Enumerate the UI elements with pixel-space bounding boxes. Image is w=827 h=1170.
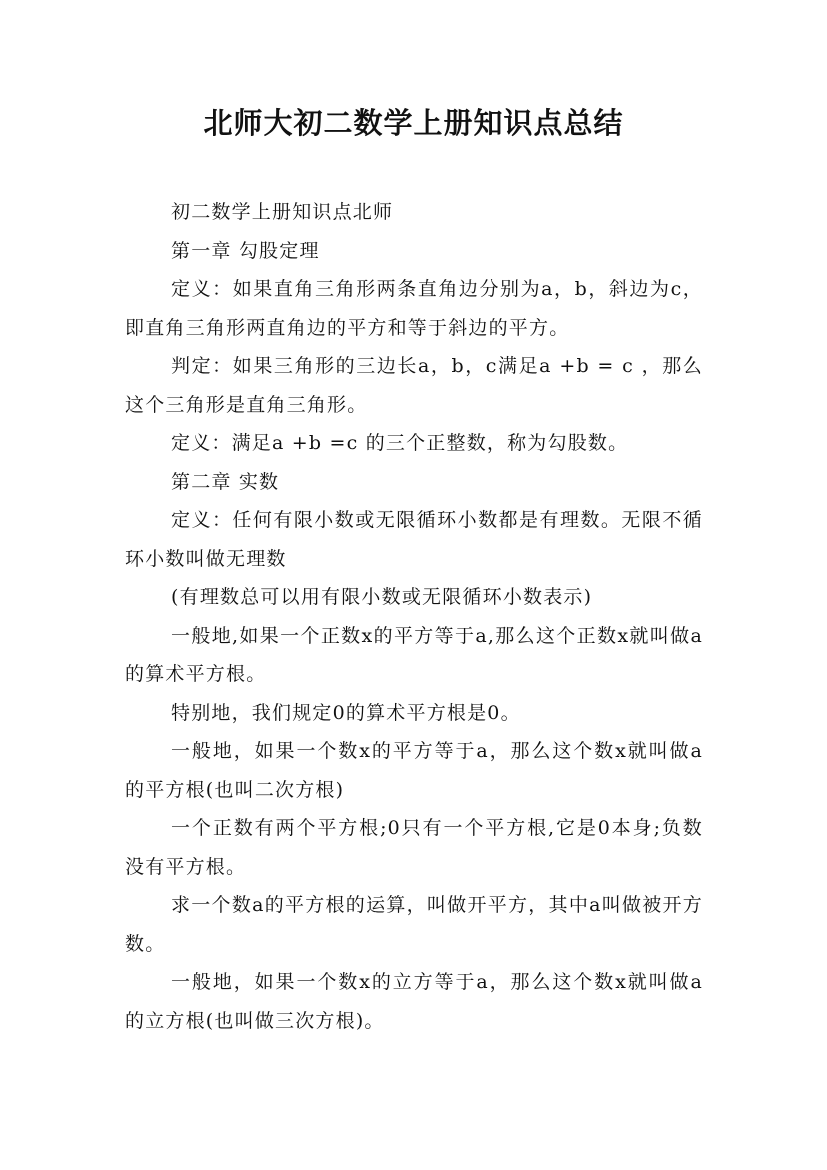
paragraph-arithmetic-square-root: 一般地,如果一个正数x的平方等于a,那么这个正数x就叫做a的算术平方根。 [125, 624, 703, 685]
paragraph-definition-rational-irrational: 定义：任何有限小数或无限循环小数都是有理数。无限不循环小数叫做无理数 [125, 509, 703, 570]
paragraph-square-root-properties: 一个正数有两个平方根;0只有一个平方根,它是0本身;负数没有平方根。 [125, 817, 703, 878]
paragraph-subtitle: 初二数学上册知识点北师 [171, 201, 394, 223]
paragraph-cube-root: 一般地，如果一个数x的立方等于a，那么这个数x就叫做a的立方根(也叫做三次方根)。 [125, 971, 703, 1032]
paragraph-judgement-right-triangle: 判定：如果三角形的三边长a，b，c满足a +b = c ，那么这个三角形是直角三角形。 [125, 355, 703, 416]
paragraph-extracting-square-root: 求一个数a的平方根的运算，叫做开平方，其中a叫做被开方数。 [125, 894, 703, 955]
document-body [125, 193, 703, 1040]
paragraph-definition-pythagorean-triple: 定义：满足a +b =c 的三个正整数，称为勾股数。 [171, 432, 629, 454]
document-title: 北师大初二数学上册知识点总结 [203, 106, 624, 140]
paragraph-zero-square-root: 特别地，我们规定0的算术平方根是0。 [171, 701, 521, 724]
paragraph-rational-note: (有理数总可以用有限小数或无限循环小数表示) [171, 586, 593, 608]
paragraph-definition-pythagorean: 定义：如果直角三角形两条直角边分别为a，b，斜边为c，即直角三角形两直角边的平方和等于斜边的平方。 [125, 278, 703, 339]
chapter-2-heading: 第二章 实数 [171, 470, 280, 493]
chapter-1-heading: 第一章 勾股定理 [171, 239, 320, 262]
paragraph-square-root: 一般地，如果一个数x的平方等于a，那么这个数x就叫做a的平方根(也叫二次方根) [125, 740, 703, 801]
